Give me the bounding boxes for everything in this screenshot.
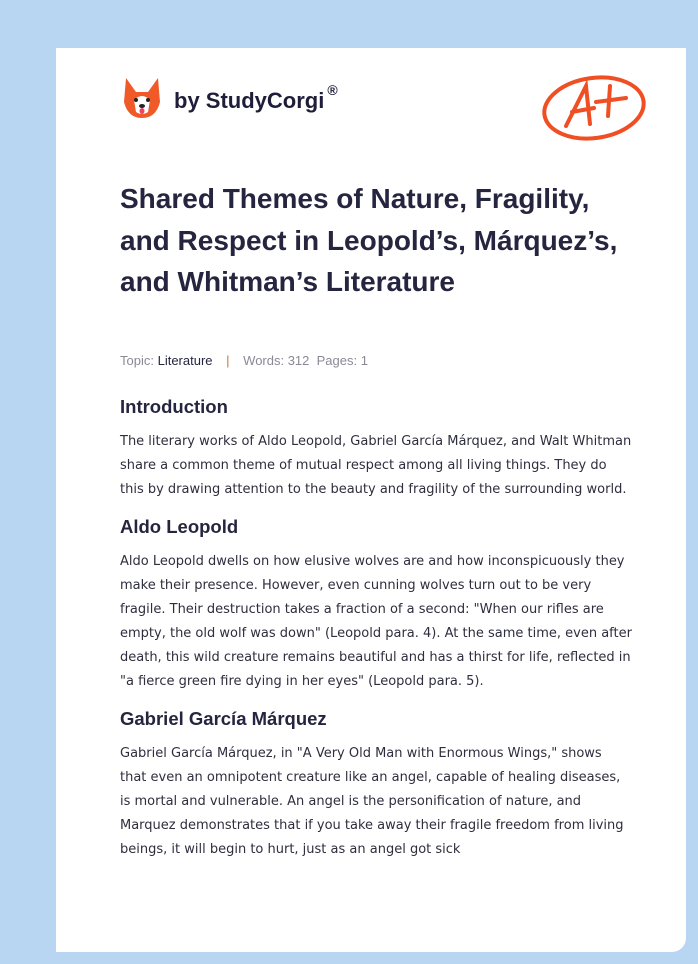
word-count: Words: 312: [243, 353, 310, 368]
section-text: Gabriel García Márquez, in "A Very Old Man with Enormous Wings," shows that even an omnipotent creature like an angel, capable of healing diseases, is mortal and vulnerable. An angel is the personification of nature, and Marquez demonstrates that if you take away their fragile freedom from living beings, it will begin to hurt, just as an angel got sick: [120, 746, 624, 857]
page-count: Pages: 1: [316, 353, 368, 368]
section-heading: Gabriel García Márquez: [120, 708, 327, 729]
brand-name: by StudyCorgi ®: [174, 82, 338, 113]
section-text: The literary works of Aldo Leopold, Gabriel García Márquez, and Walt Whitman share a common theme of mutual respect among all living things. They do this by drawing attention to the beauty and fragility of the surrounding world.: [120, 434, 632, 497]
topic-link[interactable]: Literature: [157, 353, 213, 368]
section-heading: Aldo Leopold: [120, 516, 239, 537]
section-heading: Introduction: [120, 396, 228, 417]
separator: |: [226, 353, 230, 368]
a-plus-grade-icon: [538, 72, 650, 142]
essay-body: [120, 396, 632, 876]
corgi-icon: [122, 76, 162, 120]
document-meta: [120, 353, 368, 368]
section-text: Aldo Leopold dwells on how elusive wolves are and how inconspicuously they make their presence. However, even cunning wolves turn out to be very fragile. Their destruction takes a fraction of a second: "When our rifles are empty, the old wolf was down" (Leopold para. 4). At the same time, even after death, this wild creature remains beautiful and has a thirst for life, reflected in "a fierce green fire dying in her eyes" (Leopold para. 5).: [120, 554, 632, 689]
page-title: Shared Themes of Nature, Fragility, and Respect in Leopold’s, Márquez’s, and Whitman’s Literature: [120, 183, 618, 297]
document-card: [56, 48, 686, 952]
topic-label: Topic:: [120, 353, 154, 368]
studycorgi-logo[interactable]: [122, 76, 338, 120]
